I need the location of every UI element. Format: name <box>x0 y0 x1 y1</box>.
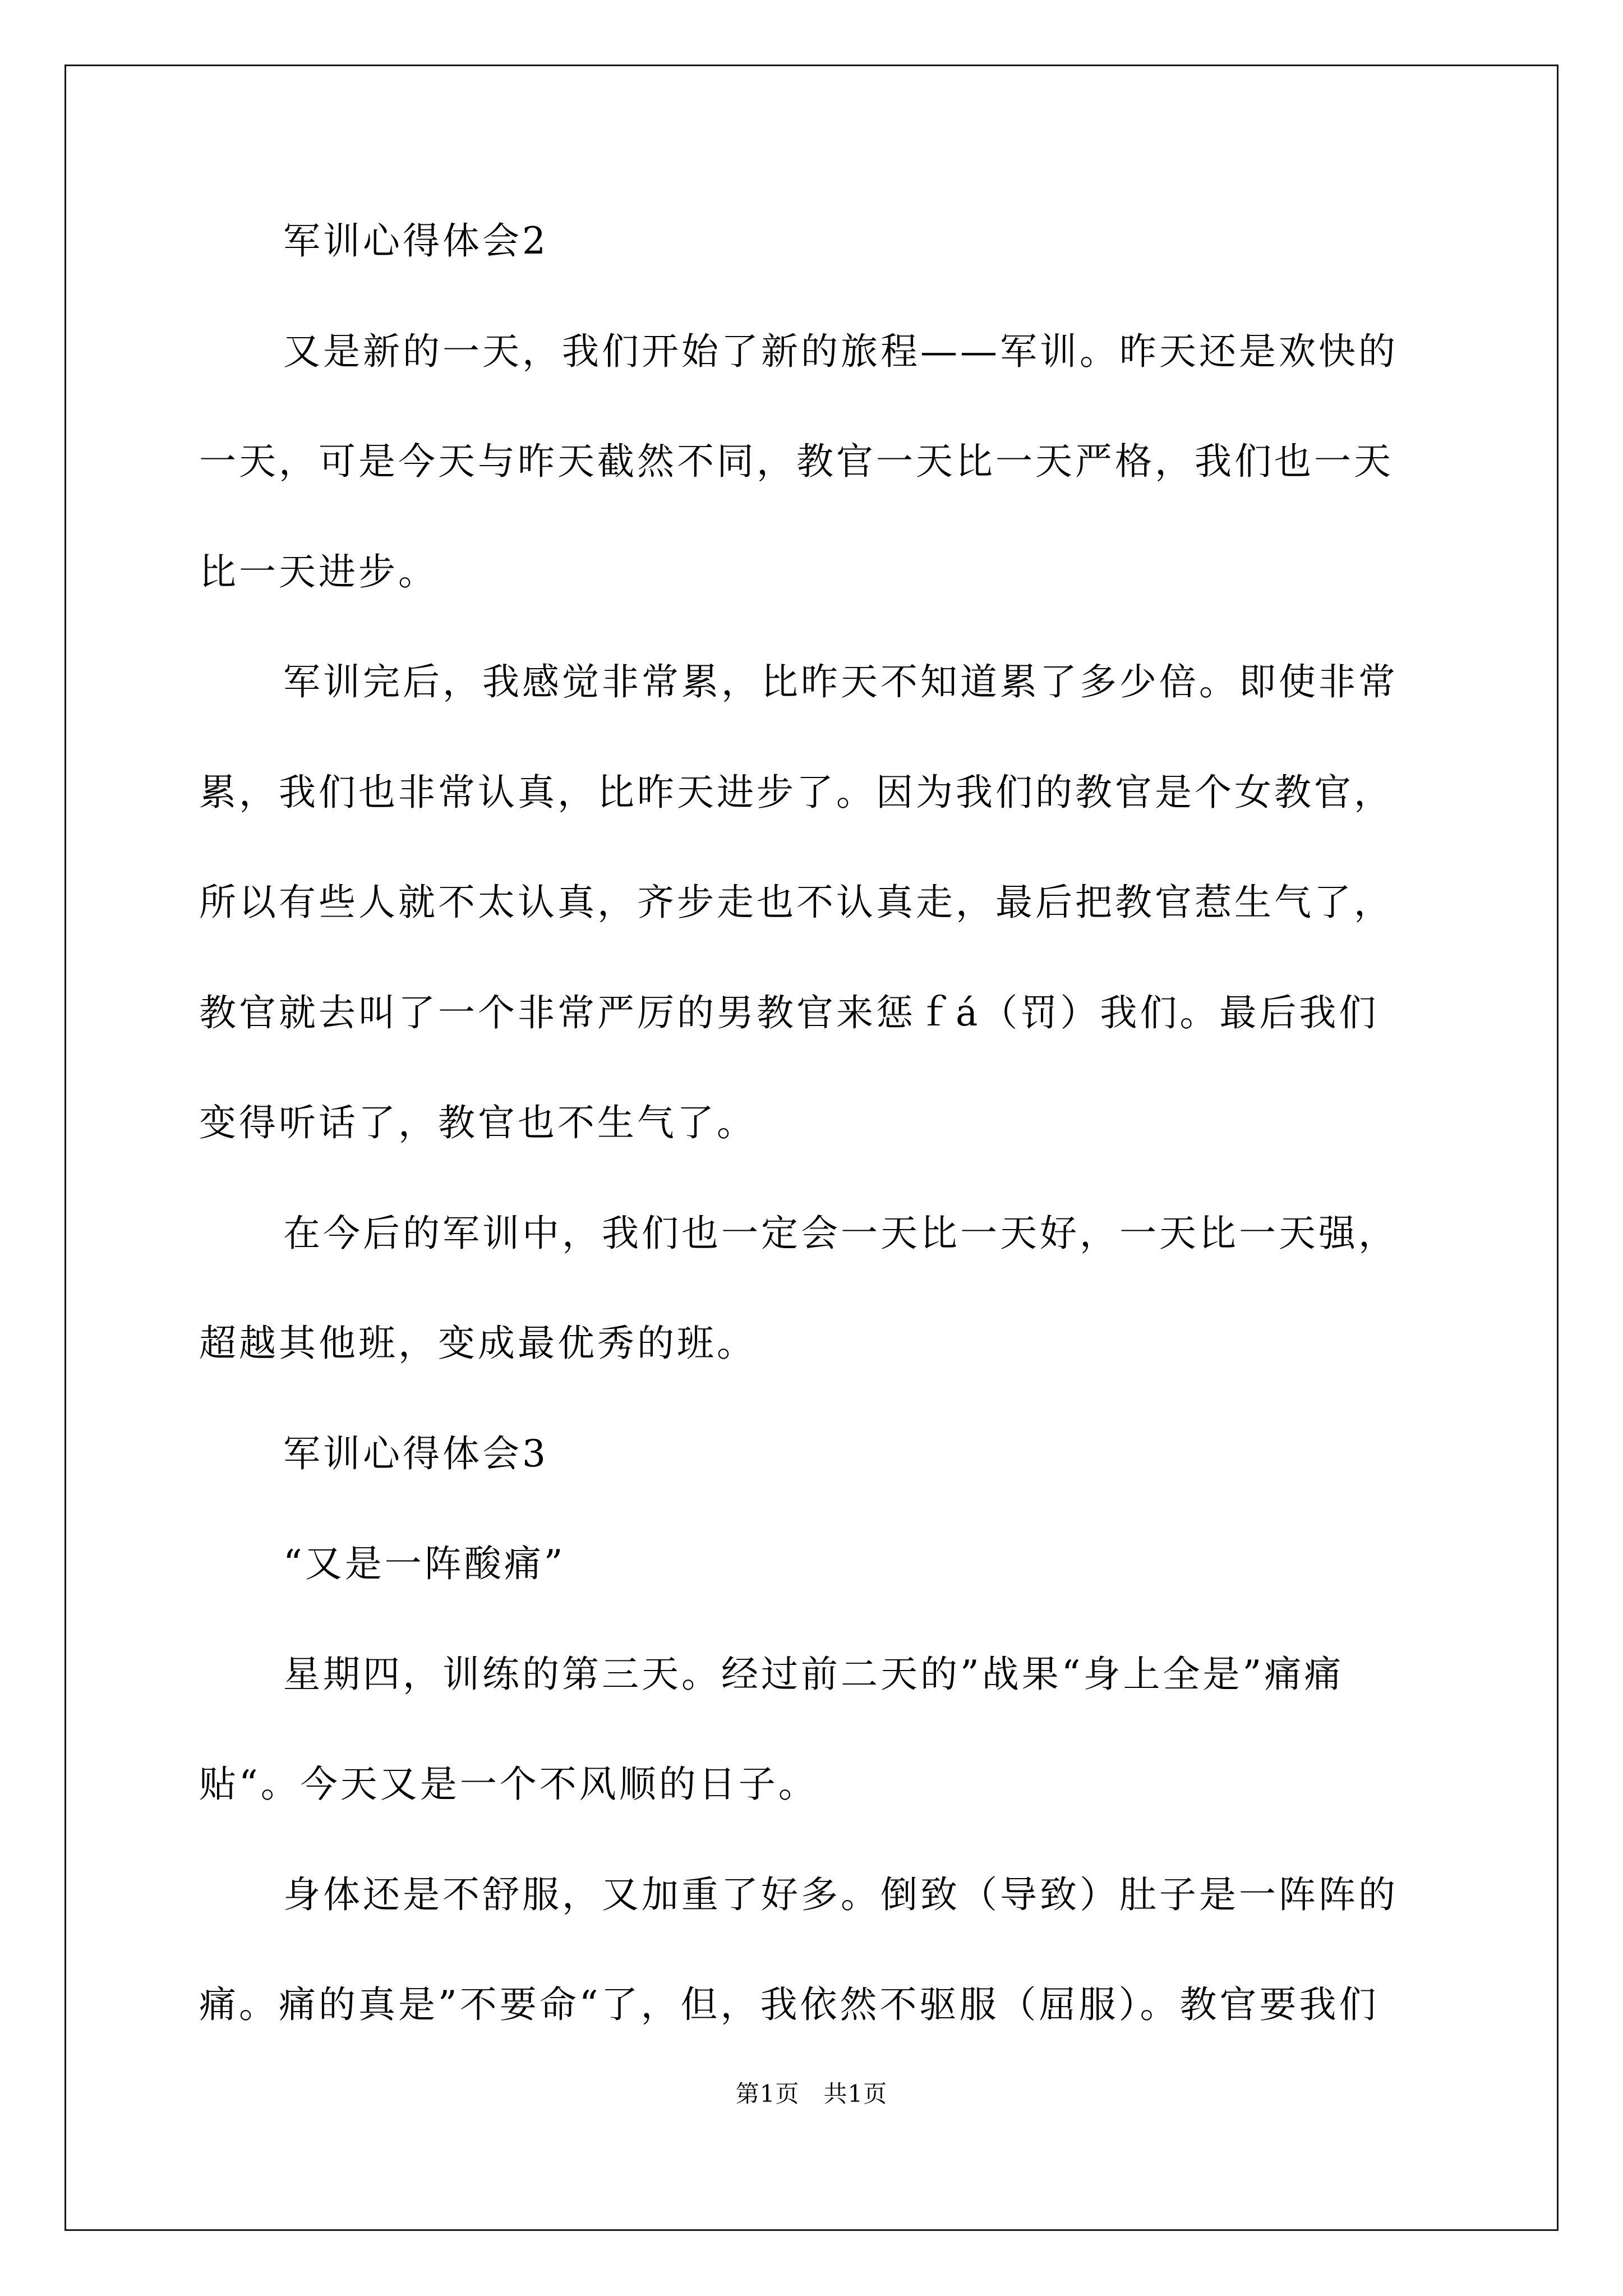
paragraph-line: 身体还是不舒服，又加重了好多。倒致（导致）肚子是一阵阵的 <box>283 1873 1398 1916</box>
page-number-footer: 第1页 共1页 <box>735 2080 888 2108</box>
paragraph-line: 教官就去叫了一个非常严厉的男教官来惩ｆá（罚）我们。最后我们 <box>199 991 1379 1034</box>
section-subheading: “又是一阵酸痛” <box>283 1542 566 1585</box>
paragraph-line: 比一天进步。 <box>199 550 438 593</box>
section-heading: 军训心得体会3 <box>283 1432 548 1475</box>
paragraph-line: 星期四，训练的第三天。经过前二天的”战果“身上全是”痛痛 <box>283 1653 1344 1696</box>
paragraph-line: 超越其他班，变成最优秀的班。 <box>199 1322 757 1365</box>
paragraph-line: 累，我们也非常认真，比昨天进步了。因为我们的教官是个女教官， <box>199 771 1394 814</box>
paragraph-line: 痛。痛的真是”不要命“了，但，我依然不驱服（屈服）。教官要我们 <box>199 1983 1379 2026</box>
paragraph-line: 所以有些人就不太认真，齐步走也不认真走，最后把教官惹生气了， <box>199 881 1394 924</box>
paragraph-line: 又是新的一天，我们开始了新的旅程——军训。昨天还是欢快的 <box>283 330 1398 373</box>
paragraph-line: 在今后的军训中，我们也一定会一天比一天好，一天比一天强， <box>283 1212 1398 1255</box>
paragraph-line: 一天，可是今天与昨天截然不同，教官一天比一天严格，我们也一天 <box>199 440 1394 483</box>
section-heading: 军训心得体会2 <box>283 219 548 263</box>
paragraph-line: 贴“。今天又是一个不风顺的日子。 <box>199 1763 818 1806</box>
paragraph-line: 变得听话了，教官也不生气了。 <box>199 1101 757 1144</box>
paragraph-line: 军训完后，我感觉非常累，比昨天不知道累了多少倍。即使非常 <box>283 660 1398 703</box>
